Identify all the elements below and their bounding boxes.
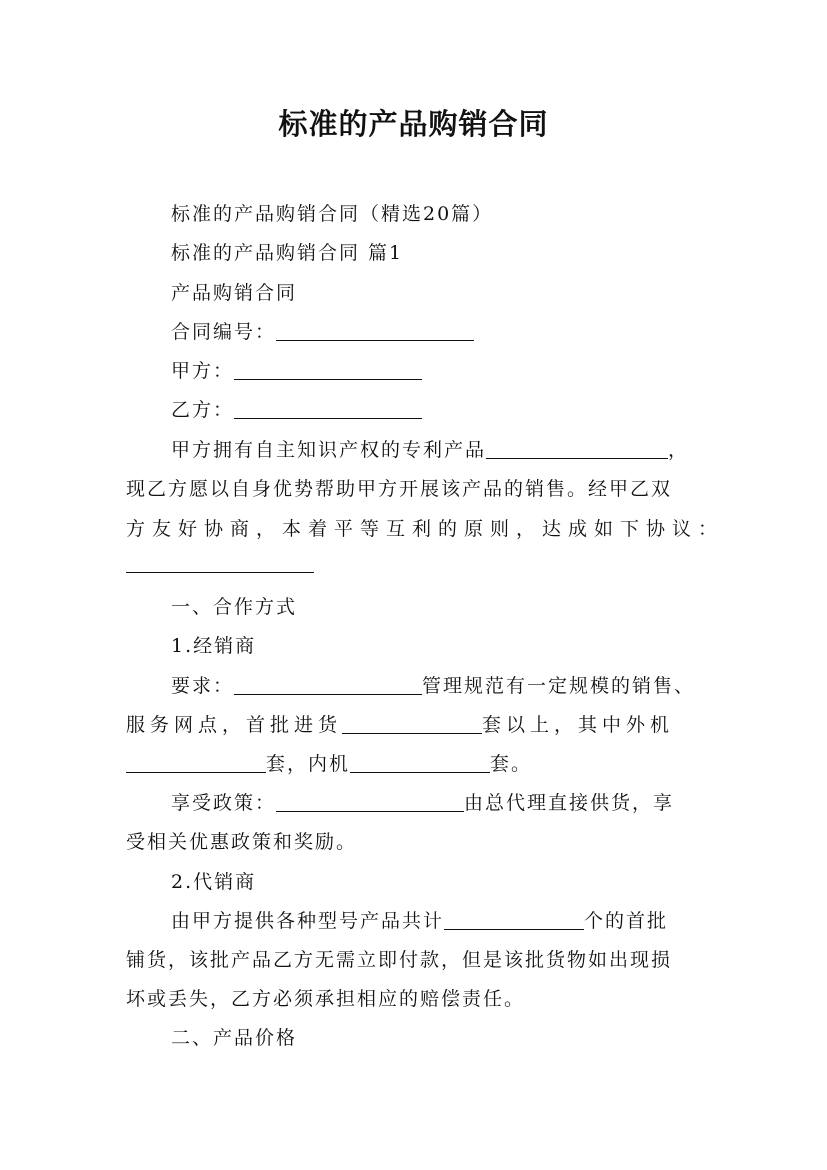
subsection-heading: 2.代销商 (171, 871, 257, 893)
paragraph-line: 坏或丢失，乙方必须承担相应的赔偿责任。 (126, 988, 526, 1010)
paragraph-text: 套以上，其中外机 (482, 714, 675, 736)
contract-heading: 产品购销合同 (171, 282, 298, 304)
paragraph-text: 管理规范有一定规模的销售、 (422, 675, 696, 697)
party-b-blank (234, 399, 422, 419)
section-heading: 二、产品价格 (171, 1027, 298, 1049)
requirement-blank (234, 675, 422, 695)
paragraph-text: 套。 (490, 753, 533, 775)
paragraph-line: 现乙方愿以自身优势帮助甲方开展该产品的销售。经甲乙双 (126, 478, 673, 500)
first-order-blank (342, 714, 482, 734)
contract-number-blank (276, 321, 474, 341)
section-heading: 一、合作方式 (171, 596, 298, 618)
contract-number-label: 合同编号： (171, 321, 277, 343)
party-a-label: 甲方： (171, 360, 235, 382)
document-title: 标准的产品购销合同 (278, 107, 549, 141)
party-a-row (171, 356, 422, 383)
paragraph-text: 服务网点，首批进货 (126, 714, 343, 736)
requirement-label: 要求： (171, 675, 235, 697)
paragraph-text: 甲方拥有自主知识产权的专利产品 (171, 439, 487, 461)
policy-blank (276, 792, 464, 812)
paragraph-text: 个的首批 (584, 910, 669, 932)
paragraph-line: 铺货，该批产品乙方无需立即付款，但是该批货物如出现损 (126, 949, 673, 971)
paragraph-line (171, 671, 695, 698)
product-blank (486, 439, 668, 459)
agreement-blank-row (126, 553, 706, 575)
paragraph-line (171, 435, 689, 462)
outdoor-unit-blank (126, 753, 266, 773)
policy-label: 享受政策： (171, 792, 277, 814)
paragraph-text: 由总代理直接供货，享 (464, 792, 675, 814)
party-b-row (171, 395, 422, 422)
paragraph-line (171, 906, 668, 933)
paragraph-text: ， (668, 439, 690, 461)
section-heading: 标准的产品购销合同 篇1 (171, 242, 404, 264)
agreement-blank (126, 553, 314, 573)
paragraph-line: 方友好协商，本着平等互利的原则，达成如下协议： (126, 518, 725, 540)
subtitle-line: 标准的产品购销合同（精选20篇） (171, 203, 494, 225)
paragraph-line: 受相关优惠政策和奖励。 (126, 831, 358, 853)
paragraph-text: 套，内机 (266, 753, 351, 775)
party-b-label: 乙方： (171, 399, 235, 421)
paragraph-text: 由甲方提供各种型号产品共计 (171, 910, 445, 932)
party-a-blank (234, 360, 422, 380)
paragraph-line (171, 788, 674, 815)
paragraph-line (126, 749, 706, 776)
indoor-unit-blank (350, 753, 490, 773)
contract-number-row (171, 317, 474, 344)
paragraph-line (126, 710, 706, 737)
subsection-heading: 1.经销商 (171, 635, 257, 657)
quantity-blank (444, 910, 584, 930)
